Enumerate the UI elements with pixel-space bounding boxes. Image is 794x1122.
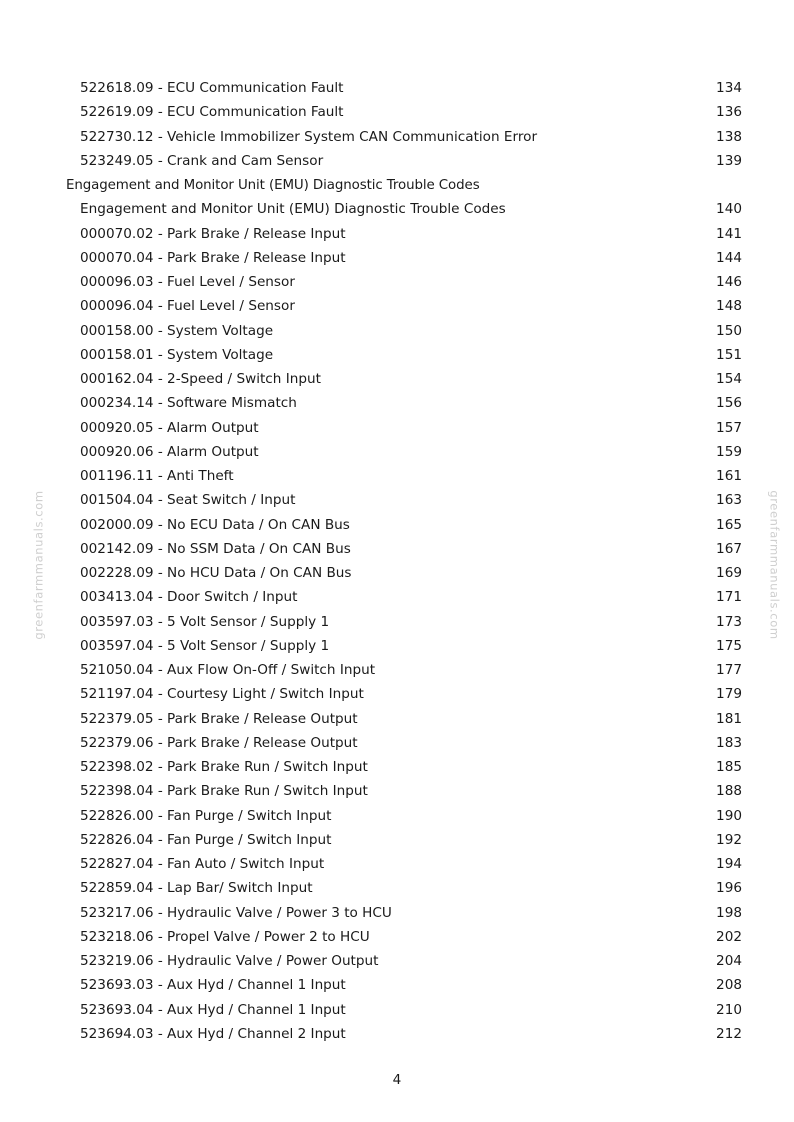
- toc-entry[interactable]: [66, 682, 742, 706]
- toc-entry-title: 522826.04 - Fan Purge / Switch Input: [80, 831, 332, 848]
- toc-entry[interactable]: [66, 973, 742, 997]
- toc-entry-title: Engagement and Monitor Unit (EMU) Diagnostic Trouble Codes: [80, 201, 506, 218]
- toc-entry[interactable]: [66, 925, 742, 949]
- toc-entry-page: 185: [716, 759, 742, 776]
- toc-entry-page: 192: [716, 831, 742, 848]
- toc-entry[interactable]: [66, 1022, 742, 1046]
- toc-entry-title: 522618.09 - ECU Communication Fault: [80, 80, 344, 97]
- toc-entry-page: 175: [716, 637, 742, 654]
- toc-entry[interactable]: [66, 707, 742, 731]
- toc-entry-page: 208: [716, 977, 742, 994]
- toc-entry-title: 522619.09 - ECU Communication Fault: [80, 104, 344, 121]
- toc-entry-page: 167: [716, 540, 742, 557]
- toc-entry-page: 138: [716, 128, 742, 145]
- toc-entry[interactable]: [66, 367, 742, 391]
- toc-entry-page: 150: [716, 322, 742, 339]
- toc-entry-title: 522379.05 - Park Brake / Release Output: [80, 710, 358, 727]
- toc-entry-page: 169: [716, 565, 742, 582]
- toc-entry-page: 134: [716, 80, 742, 97]
- toc-entry-title: 522827.04 - Fan Auto / Switch Input: [80, 856, 325, 873]
- toc-entry-title: 000096.03 - Fuel Level / Sensor: [80, 274, 295, 291]
- toc-entry-title: 523693.04 - Aux Hyd / Channel 1 Input: [80, 1001, 346, 1018]
- toc-entry[interactable]: [66, 658, 742, 682]
- toc-entry-page: 157: [716, 419, 742, 436]
- toc-entry-title: 000070.04 - Park Brake / Release Input: [80, 249, 346, 266]
- toc-entry-title: 521050.04 - Aux Flow On-Off / Switch Input: [80, 662, 376, 679]
- toc-entry-title: 523217.06 - Hydraulic Valve / Power 3 to HCU: [80, 904, 392, 921]
- toc-entry-title: 000070.02 - Park Brake / Release Input: [80, 225, 346, 242]
- toc-entry[interactable]: [66, 731, 742, 755]
- toc-entry-page: 177: [716, 662, 742, 679]
- toc-entry-page: 136: [716, 104, 742, 121]
- toc-entry-title: 523249.05 - Crank and Cam Sensor: [80, 152, 324, 169]
- toc-entry[interactable]: [66, 319, 742, 343]
- toc-entry[interactable]: [66, 537, 742, 561]
- toc-entry-title: 000096.04 - Fuel Level / Sensor: [80, 298, 295, 315]
- toc-entry-page: 139: [716, 152, 742, 169]
- toc-entry-page: 190: [716, 807, 742, 824]
- toc-entry-title: 523694.03 - Aux Hyd / Channel 2 Input: [80, 1025, 346, 1042]
- toc-entry[interactable]: [66, 852, 742, 876]
- toc-entry-page: 161: [716, 468, 742, 485]
- toc-entry-page: 212: [716, 1025, 742, 1042]
- toc-entry[interactable]: [66, 391, 742, 415]
- toc-entry-page: 173: [716, 613, 742, 630]
- toc-entry-title: 000158.01 - System Voltage: [80, 346, 274, 363]
- toc-entry-page: 146: [716, 274, 742, 291]
- toc-entry-page: 148: [716, 298, 742, 315]
- toc-entry-title: 003597.03 - 5 Volt Sensor / Supply 1: [80, 613, 330, 630]
- toc-entry-title: 000158.00 - System Voltage: [80, 322, 274, 339]
- toc-entry-page: 159: [716, 443, 742, 460]
- toc-entry-page: 183: [716, 734, 742, 751]
- toc-entry-title: 001196.11 - Anti Theft: [80, 468, 234, 485]
- toc-entry-title: 003597.04 - 5 Volt Sensor / Supply 1: [80, 637, 330, 654]
- toc-entry[interactable]: [66, 246, 742, 270]
- toc-entry[interactable]: [66, 488, 742, 512]
- toc-entry[interactable]: [66, 949, 742, 973]
- toc-entry-title: 002228.09 - No HCU Data / On CAN Bus: [80, 565, 352, 582]
- toc-entry-page: 154: [716, 371, 742, 388]
- toc-entry-page: 204: [716, 953, 742, 970]
- toc-entry[interactable]: [66, 197, 742, 221]
- toc-entry[interactable]: [66, 76, 742, 100]
- toc-entry[interactable]: [66, 561, 742, 585]
- toc-entry[interactable]: [66, 222, 742, 246]
- toc-entry-page: 210: [716, 1001, 742, 1018]
- toc-entry[interactable]: [66, 416, 742, 440]
- watermark-left: greenfarmmanuals.com: [31, 490, 46, 640]
- page-number: 4: [392, 1072, 402, 1088]
- toc-entry-page: 194: [716, 856, 742, 873]
- toc-entry-page: 165: [716, 516, 742, 533]
- toc-entry-page: 141: [716, 225, 742, 242]
- toc-entry-page: 179: [716, 686, 742, 703]
- toc-entry[interactable]: [66, 100, 742, 124]
- toc-entry[interactable]: [66, 998, 742, 1022]
- toc-entry[interactable]: [66, 804, 742, 828]
- toc-entry-title: 000920.06 - Alarm Output: [80, 443, 259, 460]
- toc-entry-title: 521197.04 - Courtesy Light / Switch Input: [80, 686, 364, 703]
- toc-entry-title: 522730.12 - Vehicle Immobilizer System CAN Communication Error: [80, 128, 538, 145]
- toc-entry-page: 196: [716, 880, 742, 897]
- toc-entry-title: 000920.05 - Alarm Output: [80, 419, 259, 436]
- toc-entry-title: 523219.06 - Hydraulic Valve / Power Output: [80, 953, 379, 970]
- toc-entry[interactable]: [66, 149, 742, 173]
- toc-entry[interactable]: [66, 294, 742, 318]
- toc-entry[interactable]: [66, 585, 742, 609]
- toc-entry-page: 188: [716, 783, 742, 800]
- toc-entry-title: 522379.06 - Park Brake / Release Output: [80, 734, 358, 751]
- toc-entry-title: 001504.04 - Seat Switch / Input: [80, 492, 296, 509]
- toc-entry-page: 163: [716, 492, 742, 509]
- toc-entry-page: 144: [716, 249, 742, 266]
- toc-entry-page: 171: [716, 589, 742, 606]
- toc-entry-title: Engagement and Monitor Unit (EMU) Diagnostic Trouble Codes: [66, 177, 480, 193]
- toc-entry[interactable]: [66, 876, 742, 900]
- toc-entry[interactable]: [66, 270, 742, 294]
- toc-entry-page: 140: [716, 201, 742, 218]
- toc-entry-page: 198: [716, 904, 742, 921]
- toc-entry-title: 002142.09 - No SSM Data / On CAN Bus: [80, 540, 351, 557]
- toc-entry-title: 000162.04 - 2-Speed / Switch Input: [80, 371, 321, 388]
- watermark-right: greenfarmmanuals.com: [767, 490, 782, 640]
- toc-entry-page: 156: [716, 395, 742, 412]
- toc-entry[interactable]: [66, 440, 742, 464]
- toc-entry[interactable]: [66, 125, 742, 149]
- toc-entry-title: 003413.04 - Door Switch / Input: [80, 589, 298, 606]
- toc-section-heading: [66, 173, 742, 197]
- toc-entry[interactable]: [66, 464, 742, 488]
- toc-entry[interactable]: [66, 610, 742, 634]
- toc-entry[interactable]: [66, 755, 742, 779]
- toc-entry-title: 523693.03 - Aux Hyd / Channel 1 Input: [80, 977, 346, 994]
- toc-entry-page: 202: [716, 928, 742, 945]
- toc-entry[interactable]: [66, 901, 742, 925]
- toc-entry[interactable]: [66, 513, 742, 537]
- toc-entry-title: 000234.14 - Software Mismatch: [80, 395, 297, 412]
- toc-entry[interactable]: [66, 779, 742, 803]
- toc-entry-title: 522398.04 - Park Brake Run / Switch Input: [80, 783, 368, 800]
- table-of-contents: [66, 76, 742, 1046]
- toc-entry-page: 151: [716, 346, 742, 363]
- toc-entry-title: 002000.09 - No ECU Data / On CAN Bus: [80, 516, 350, 533]
- toc-entry-title: 522826.00 - Fan Purge / Switch Input: [80, 807, 332, 824]
- toc-entry[interactable]: [66, 828, 742, 852]
- toc-entry-title: 522859.04 - Lap Bar/ Switch Input: [80, 880, 313, 897]
- toc-entry-page: 181: [716, 710, 742, 727]
- toc-entry-title: 523218.06 - Propel Valve / Power 2 to HCU: [80, 928, 370, 945]
- toc-entry[interactable]: [66, 634, 742, 658]
- toc-entry[interactable]: [66, 343, 742, 367]
- toc-entry-title: 522398.02 - Park Brake Run / Switch Input: [80, 759, 368, 776]
